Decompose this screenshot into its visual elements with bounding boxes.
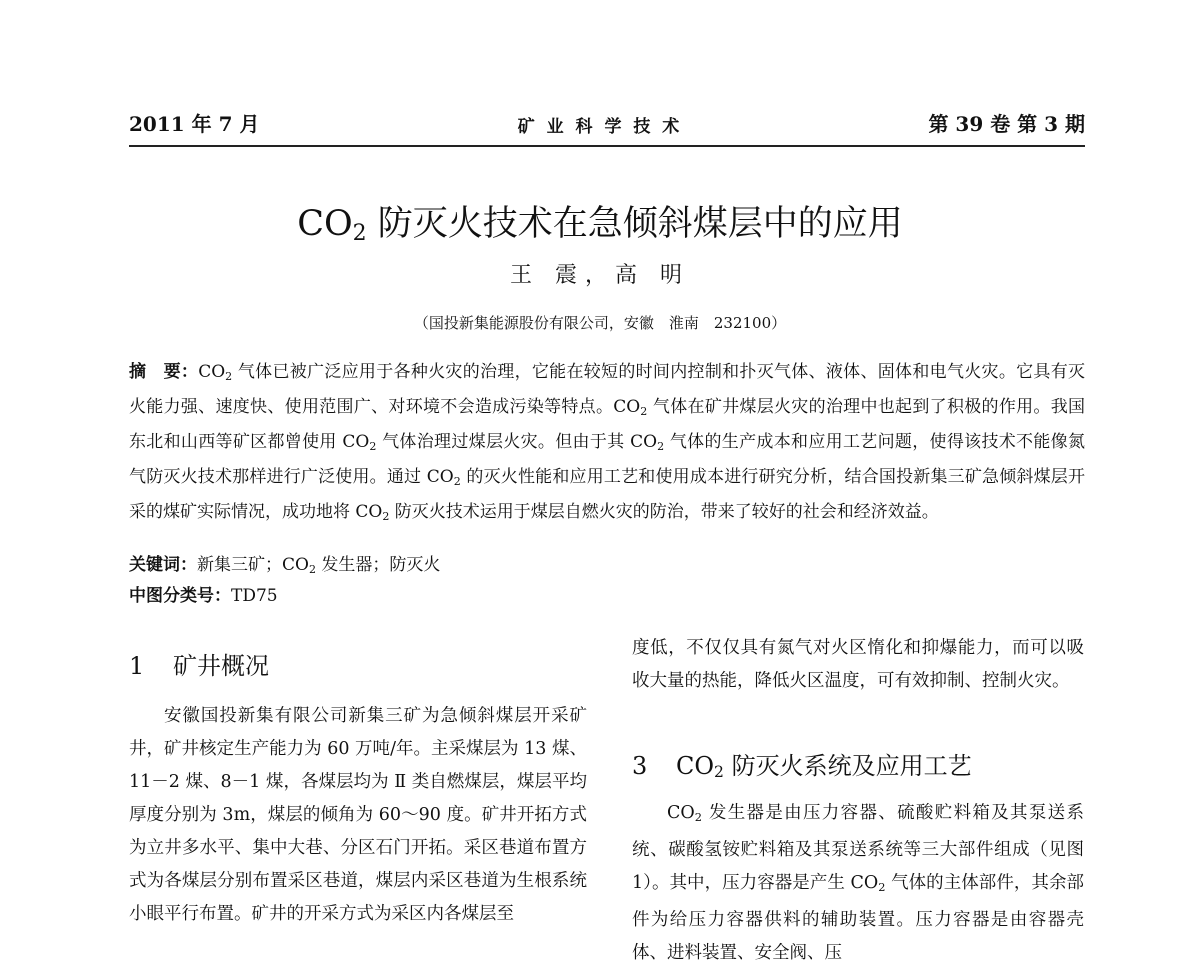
abstract: 摘 要：$CO_2$ 气体已被广泛应用于各种火灾的治理，它能在较短的时间内控制和扑灭气体、液体、固体和电气火灾。它具有灭火能力强、速度快、使用范围广、对环境不会造成污染等特点。$CO_2$ 气体在矿井煤层火灾的治理中也起到了积极的作用。我国东北和山西等矿区都曾使用 $CO_2$ 气体治理过煤层火灾。但由于其 $CO_2$ 气体的生产成本和应用工艺问题，使得该技术不能像氮气防灭火技术那样进行广泛使用。通过 $CO_2$ 的灭火性能和应用工艺和使用成本进行研究分析，结合国投新集三矿急倾斜煤层开采的煤矿实际情况，成功地将 $CO_2$ 防灭火技术运用于煤层自燃火灾的防治，带来了较好的社会和经济效益。	[129, 362, 1086, 523]
keywords-label: 关键词：	[129, 555, 197, 575]
section-1-heading: 1 矿井概况	[129, 652, 269, 680]
section-3-paragraph: $CO_2$ 发生器是由压力容器、硫酸贮料箱及其泵送系统、碳酸氢铵贮料箱及其泵送系统等三大部件组成（见图 1）。其中，压力容器是产生 $CO_2$ 气体的主体部件，其余部件为给压力容器供料的辅助装置。压力容器是由容器壳体、进料装置、安全阀、压	[632, 803, 1085, 963]
header-date: 2011 年 7 月	[129, 112, 260, 136]
section-3-body	[632, 797, 1084, 970]
section-1-body	[129, 700, 587, 931]
section-3-heading: 3 $CO_2$ 防灭火系统及应用工艺	[632, 752, 972, 781]
section-1-paragraph: 安徽国投新集有限公司新集三矿为急倾斜煤层开采矿井，矿井核定生产能力为 60 万吨/年。主采煤层为 13 煤、11－2 煤、8－1 煤，各煤层均为 Ⅱ 类自燃煤层，煤层平均厚度分别为 3m，煤层的倾角为 60～90 度。矿井开拓方式为立井多水平、集中大巷、分区石门开拓。采区巷道布置方式为各煤层分别布置采区巷道，煤层内采区巷道为生根系统小眼平行布置。矿井的开采方式为采区内各煤层至	[129, 706, 587, 924]
header-journal-name: 矿 业 科 学 技 术	[517, 117, 683, 137]
classification-label: 中图分类号：	[129, 586, 231, 606]
classification-number: 中图分类号：TD75	[129, 586, 278, 606]
abstract-label: 摘 要：	[129, 362, 199, 382]
affiliation: （国投新集能源股份有限公司，安徽 淮南 232100）	[413, 314, 787, 332]
continued-paragraph: 度低，不仅仅具有氮气对火区惰化和抑爆能力，而可以吸收大量的热能，降低火区温度，可有效抑制、控制火灾。	[632, 638, 1084, 691]
header-rule	[129, 145, 1085, 147]
header-volume-issue: 第 39 卷 第 3 期	[928, 112, 1085, 136]
keywords: 关键词：新集三矿；$CO_2$ 发生器；防灭火	[129, 555, 441, 576]
right-column-continued-text	[632, 632, 1084, 698]
authors: 王 震，高 明	[510, 263, 690, 288]
paper-title: $CO_2$ 防灭火技术在急倾斜煤层中的应用	[297, 204, 903, 246]
